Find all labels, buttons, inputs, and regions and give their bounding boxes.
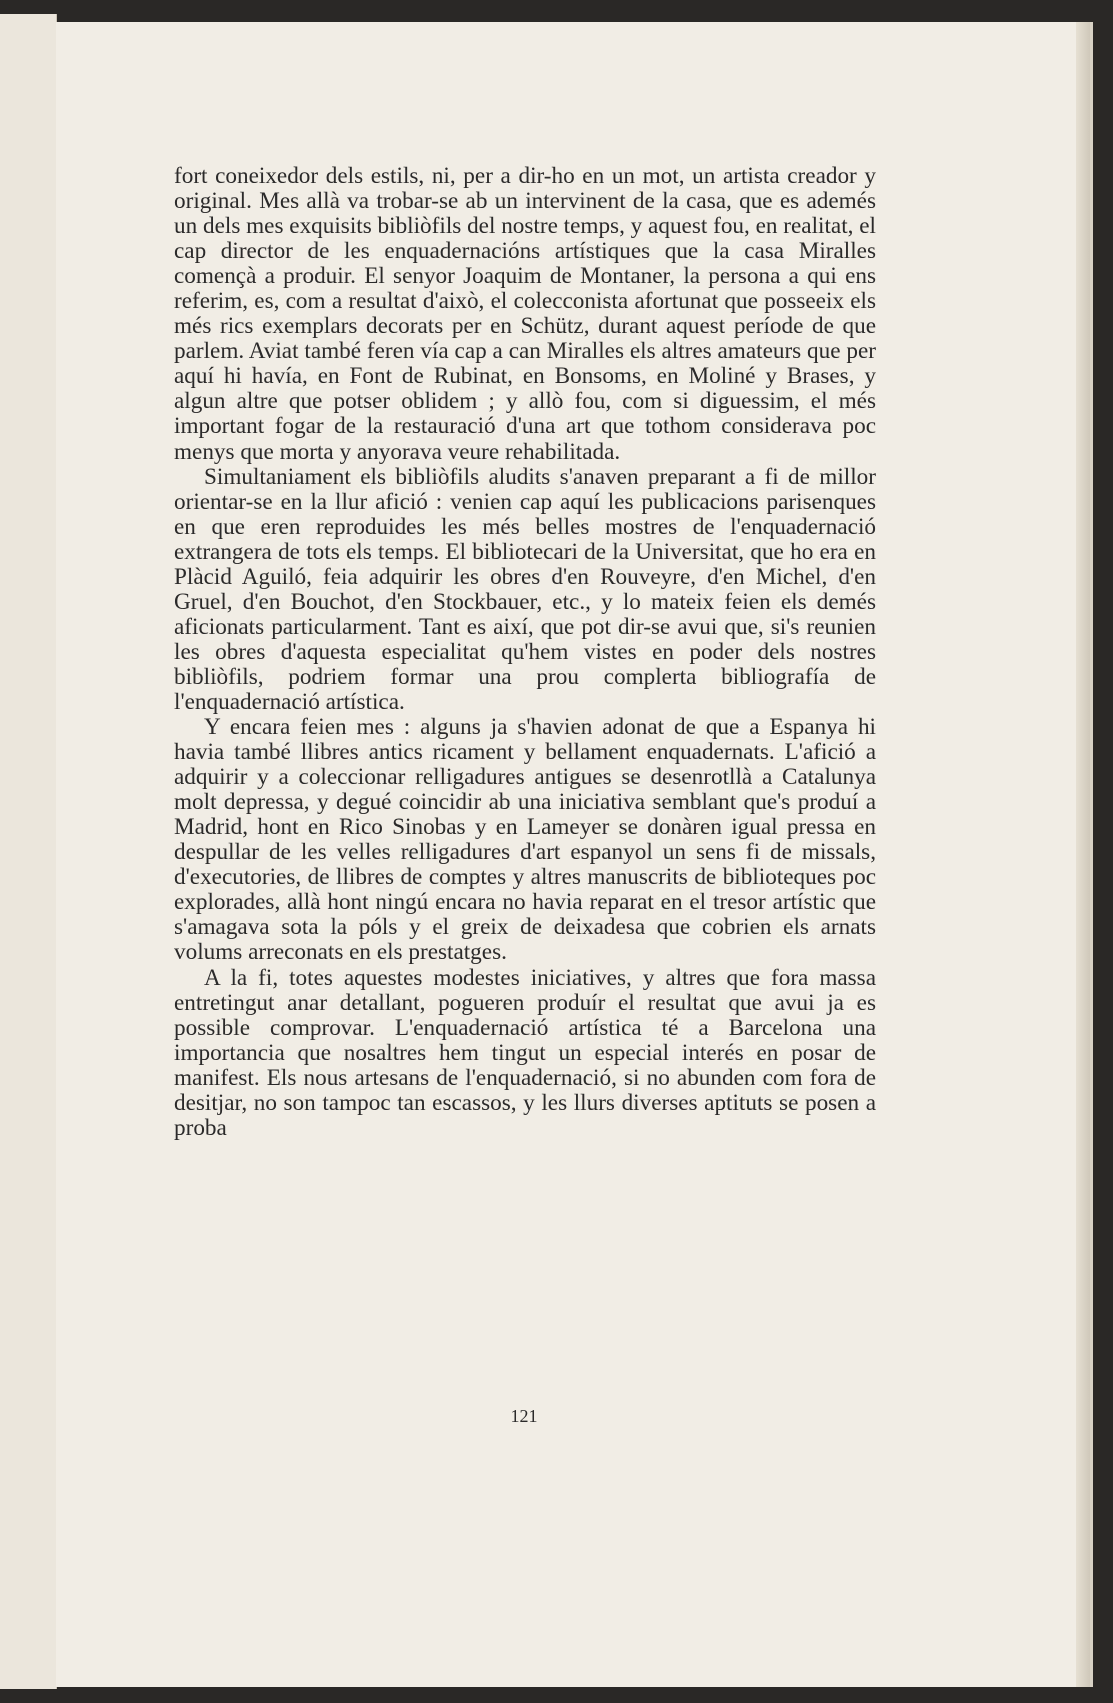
paragraph-2: Simultaniament els bibliòfils aludits s'anaven preparant a fi de millor orientar-se en la llur afició : venien cap aquí les publicacions parisenques en que eren reproduides les més belles mostres de l'enquadernació extrangera de tots els temps. El bibliotecari de la Universitat, que ho era en Plàcid Aguiló, feia adquirir les obres d'en Rouveyre, d'en Michel, d'en Gruel, d'en Bouchot, d'en Stockbauer, etc., y lo mateix feien els demés aficionats particularment. Tant es així, que pot dir-se avui que, si's reunien les obres d'aquesta especialitat qu'hem vistes en poder dels nostres bibliòfils, podriem formar una prou complerta bibliografía de l'enquadernació artística. (174, 463, 876, 715)
paragraph-4: A la fi, totes aquestes modestes iniciatives, y altres que fora massa entretingut anar detallant, pogueren produír el resultat que avui ja es possible comprovar. L'enquadernació artística té a Barcelona una importancia que nosaltres hem tingut un especial interés en posar de manifest. Els nous artesans de l'enquadernació, si no abunden com fora de desitjar, no son tampoc tan escassos, y les llurs diverses aptituts se posen a proba (174, 964, 876, 1141)
page-edge-shadow (1076, 22, 1090, 1687)
paragraph-1: fort coneixedor dels estils, ni, per a dir-ho en un mot, un artista creador y original. Mes allà va trobar-se ab un intervinent de la casa, que es ademés un dels mes exquisits bibliòfils del nostre temps, y aquest fou, en realitat, el cap director de les enquadernacións artístiques que la casa Miralles començà a produir. El senyor Joaquim de Montaner, la persona a qui ens referim, es, com a resultat d'això, el colecconista afortunat que posseeix els més rics exemplars decorats per en Schütz, durant aquest període de que parlem. Aviat també feren vía cap a can Miralles els altres amateurs que per aquí hi havía, en Font de Rubinat, en Bonsoms, en Moliné y Brases, y algun altre que potser oblidem ; y allò fou, com si diguessim, el més important fogar de la restauració d'una art que tothom considerava poc menys que morta y anyorava veure rehabilitada. (174, 163, 876, 465)
book-page (56, 22, 1093, 1687)
previous-page-edge (0, 14, 57, 1689)
paragraph-3: Y encara feien mes : alguns ja s'havien adonat de que a Espanya hi havia també llibres antics ricament y bellament enquadernats. L'afició a adquirir y a coleccionar relligadures antigues se desenrotllà a Catalunya molt depressa, y degué coincidir ab una iniciativa semblant que's produí a Madrid, hont en Rico Sinobas y en Lameyer se donàren igual pressa en despullar de les velles relligadures d'art espanyol un sens fi de missals, d'executories, de llibres de comptes y altres manuscrits de biblioteques poc explorades, allà hont ningú encara no havia reparat en el tresor artístic que s'amagava sota la póls y el greix de deixadesa que cobrien els arnats volums arreconats en els prestatges. (174, 714, 876, 966)
page-number: 121 (510, 1406, 538, 1426)
body-text (174, 164, 876, 1141)
